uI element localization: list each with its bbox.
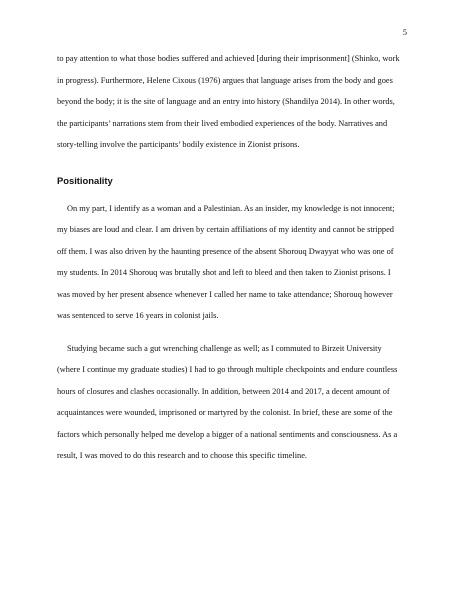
body-paragraph-3: Studying became such a gut wrenching challenge as well; as I commuted to Birzeit University (where I continue my graduate studies) I had to go through multiple checkpoints and endure countless hours of closures and clashes occasionally. In addition, between 2014 and 2017, a decent amount of acquaintances were wounded, imprisoned or martyred by the colonist. In brief, these are some of the factors which personally helped me develop a bigger of a national sentiments and consciousness. As a result, I was moved to do this research and to choose this specific timeline. — [57, 343, 398, 460]
page-number: 5 — [402, 27, 407, 37]
page-body — [57, 48, 402, 467]
body-paragraph-2: On my part, I identify as a woman and a Palestinian. As an insider, my knowledge is not innocent; my biases are loud and clear. I am driven by certain affiliations of my identity and cannot be stripped off them. I was also driven by the haunting presence of the absent Shorouq Dwayyat who was one of my students. In 2014 Shorouq was brutally shot and left to bleed and then taken to Zionist prisons. I was moved by her present absence whenever I called her name to take attendance; Shorouq however was sentenced to serve 16 years in colonist jails. — [57, 203, 395, 320]
body-paragraph-1: to pay attention to what those bodies suffered and achieved [during their imprisonment] (Shinko, work in progress). Furthermore, Helene Cixous (1976) argues that language arises from the body and goes beyond the body; it is the site of language and an entry into history (Shandilya 2014). In other words, the participants’ narrations stem from their lived embodied experiences of the body. Narratives and story-telling involve the participants’ bodily existence in Zionist prisons. — [57, 54, 400, 149]
section-heading: Positionality — [57, 174, 113, 186]
